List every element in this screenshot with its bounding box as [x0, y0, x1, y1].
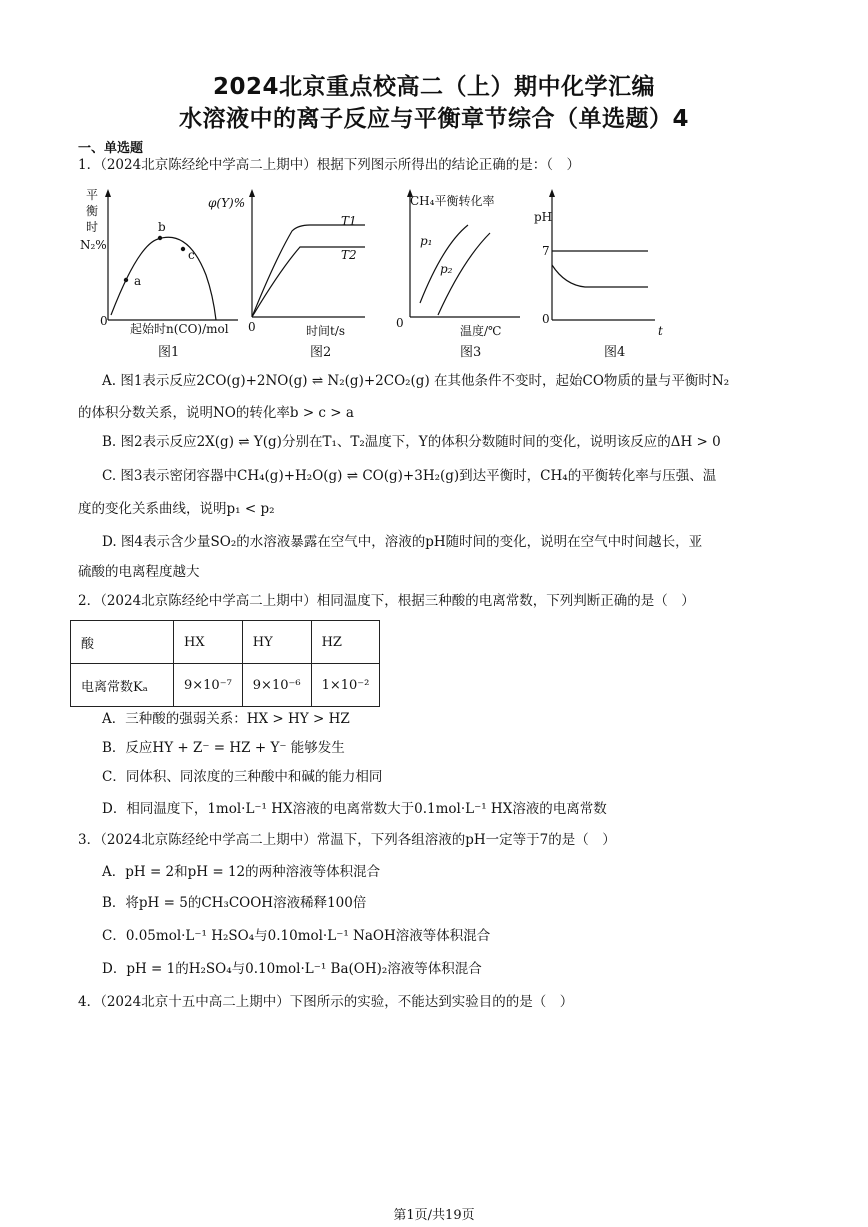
fig2-t1-label: T1: [341, 214, 357, 228]
q3-stem: 3．（2024北京陈经纶中学高二上期中）常温下，下列各组溶液的pH一定等于7的是（ ）: [78, 832, 616, 848]
title-line-1: 2024北京重点校高二（上）期中化学汇编: [212, 74, 655, 100]
table-cell-hy: 9×10⁻⁶: [242, 664, 311, 707]
table-cell-hz: 1×10⁻²: [311, 664, 380, 707]
table-label-ka: 电离常数Kₐ: [71, 664, 174, 707]
title-line-2: 水溶液中的离子反应与平衡章节综合（单选题）4: [178, 106, 689, 132]
q1-stem: 1．（2024北京陈经纶中学高二上期中）根据下列图示所得出的结论正确的是：（ ）: [78, 157, 580, 173]
table-row: [71, 621, 380, 664]
figure-1: [78, 185, 258, 359]
table-header-hy: HY: [242, 621, 311, 664]
q3-option-a: A．pH = 2和pH = 12的两种溶液等体积混合: [102, 864, 381, 880]
table-row: [71, 664, 380, 707]
q1-option-d-line1: D. 图4表示含少量SO₂的水溶液暴露在空气中，溶液的pH随时间的变化，说明在空气中时间越长，亚: [102, 534, 703, 550]
fig1-point-c: c: [188, 248, 195, 262]
q4-stem: 4．（2024北京十五中高二上期中）下图所示的实验，不能达到实验目的的是（ ）: [78, 994, 574, 1010]
q3-option-d: D．pH = 1的H₂SO₄与0.10mol·L⁻¹ Ba(OH)₂溶液等体积混合: [102, 961, 482, 977]
q2-option-d: D．相同温度下，1mol·L⁻¹ HX溶液的电离常数大于0.1mol·L⁻¹ HX溶液的电离常数: [102, 801, 607, 817]
fig1-point-a: a: [134, 274, 142, 288]
q3-option-c: C．0.05mol·L⁻¹ H₂SO₄与0.10mol·L⁻¹ NaOH溶液等体积混合: [102, 928, 491, 944]
acid-constant-table: [70, 620, 380, 707]
fig4-x-label: t: [658, 324, 663, 338]
q1-option-d-line2: 硫酸的电离程度越大: [78, 564, 200, 580]
figure-4: [534, 185, 680, 359]
fig4-tick-7: 7: [542, 244, 550, 258]
q3-option-b: B．将pH = 5的CH₃COOH溶液稀释100倍: [102, 895, 367, 911]
fig4-y-label: pH: [534, 210, 553, 224]
fig1-origin: 0: [100, 314, 108, 328]
table-header-hz: HZ: [311, 621, 380, 664]
q1-option-c-line1: C. 图3表示密闭容器中CH₄(g)+H₂O(g) ⇌ CO(g)+3H₂(g)到达平衡时，CH₄的平衡转化率与压强、温: [102, 468, 717, 484]
fig3-x-label: 温度/℃: [460, 324, 502, 338]
q2-option-a: A．三种酸的强弱关系：HX > HY > HZ: [102, 711, 350, 727]
fig1-caption: 图1: [158, 345, 180, 360]
q1-option-c-line2: 度的变化关系曲线，说明p₁ < p₂: [78, 501, 275, 517]
table-header-hx: HX: [174, 621, 243, 664]
fig3-caption: 图3: [460, 345, 482, 360]
q1-option-a-line1: A. 图1表示反应2CO(g)+2NO(g) ⇌ N₂(g)+2CO₂(g) 在其他条件不变时，起始CO物质的量与平衡时N₂: [102, 373, 730, 389]
fig1-y-label-2: 衡: [86, 204, 99, 218]
fig2-y-label: φ(Y)%: [208, 196, 246, 210]
fig4-origin: 0: [542, 312, 550, 326]
fig2-t2-label: T2: [341, 248, 357, 262]
fig4-caption: 图4: [604, 345, 626, 360]
fig2-origin: 0: [248, 320, 256, 334]
q2-option-b: B．反应HY + Z⁻ = HZ + Y⁻ 能够发生: [102, 740, 345, 756]
figure-3: [398, 185, 538, 359]
section-heading: 一、单选题: [78, 141, 144, 156]
fig2-x-label: 时间t/s: [306, 324, 346, 338]
fig1-point-b: b: [158, 220, 166, 234]
table-header-acid: 酸: [71, 621, 174, 664]
fig1-y-label-3: 时: [86, 220, 99, 234]
figure-2: [208, 185, 380, 359]
fig3-y-label: CH₄平衡转化率: [410, 194, 495, 208]
q2-stem: 2．（2024北京陈经纶中学高二上期中）相同温度下，根据三种酸的电离常数，下列判断正确的是（ ）: [78, 593, 695, 609]
fig1-y-label-4: N₂%: [80, 238, 107, 252]
q1-option-a-line2: 的体积分数关系，说明NO的转化率b > c > a: [78, 405, 354, 421]
fig2-caption: 图2: [310, 345, 332, 360]
q2-option-c: C．同体积、同浓度的三种酸中和碱的能力相同: [102, 769, 383, 785]
fig1-x-label: 起始时n(CO)/mol: [130, 322, 229, 336]
q1-option-b: B. 图2表示反应2X(g) ⇌ Y(g)分别在T₁、T₂温度下，Y的体积分数随时间的变化，说明该反应的ΔH > 0: [102, 434, 721, 450]
fig3-p2-label: p₂: [440, 262, 453, 276]
fig1-y-label-1: 平: [86, 188, 99, 202]
table-cell-hx: 9×10⁻⁷: [174, 664, 243, 707]
page-footer: 第1页/共19页: [393, 1208, 475, 1223]
fig3-origin: 0: [396, 316, 404, 330]
fig3-p1-label: p₁: [420, 234, 433, 248]
